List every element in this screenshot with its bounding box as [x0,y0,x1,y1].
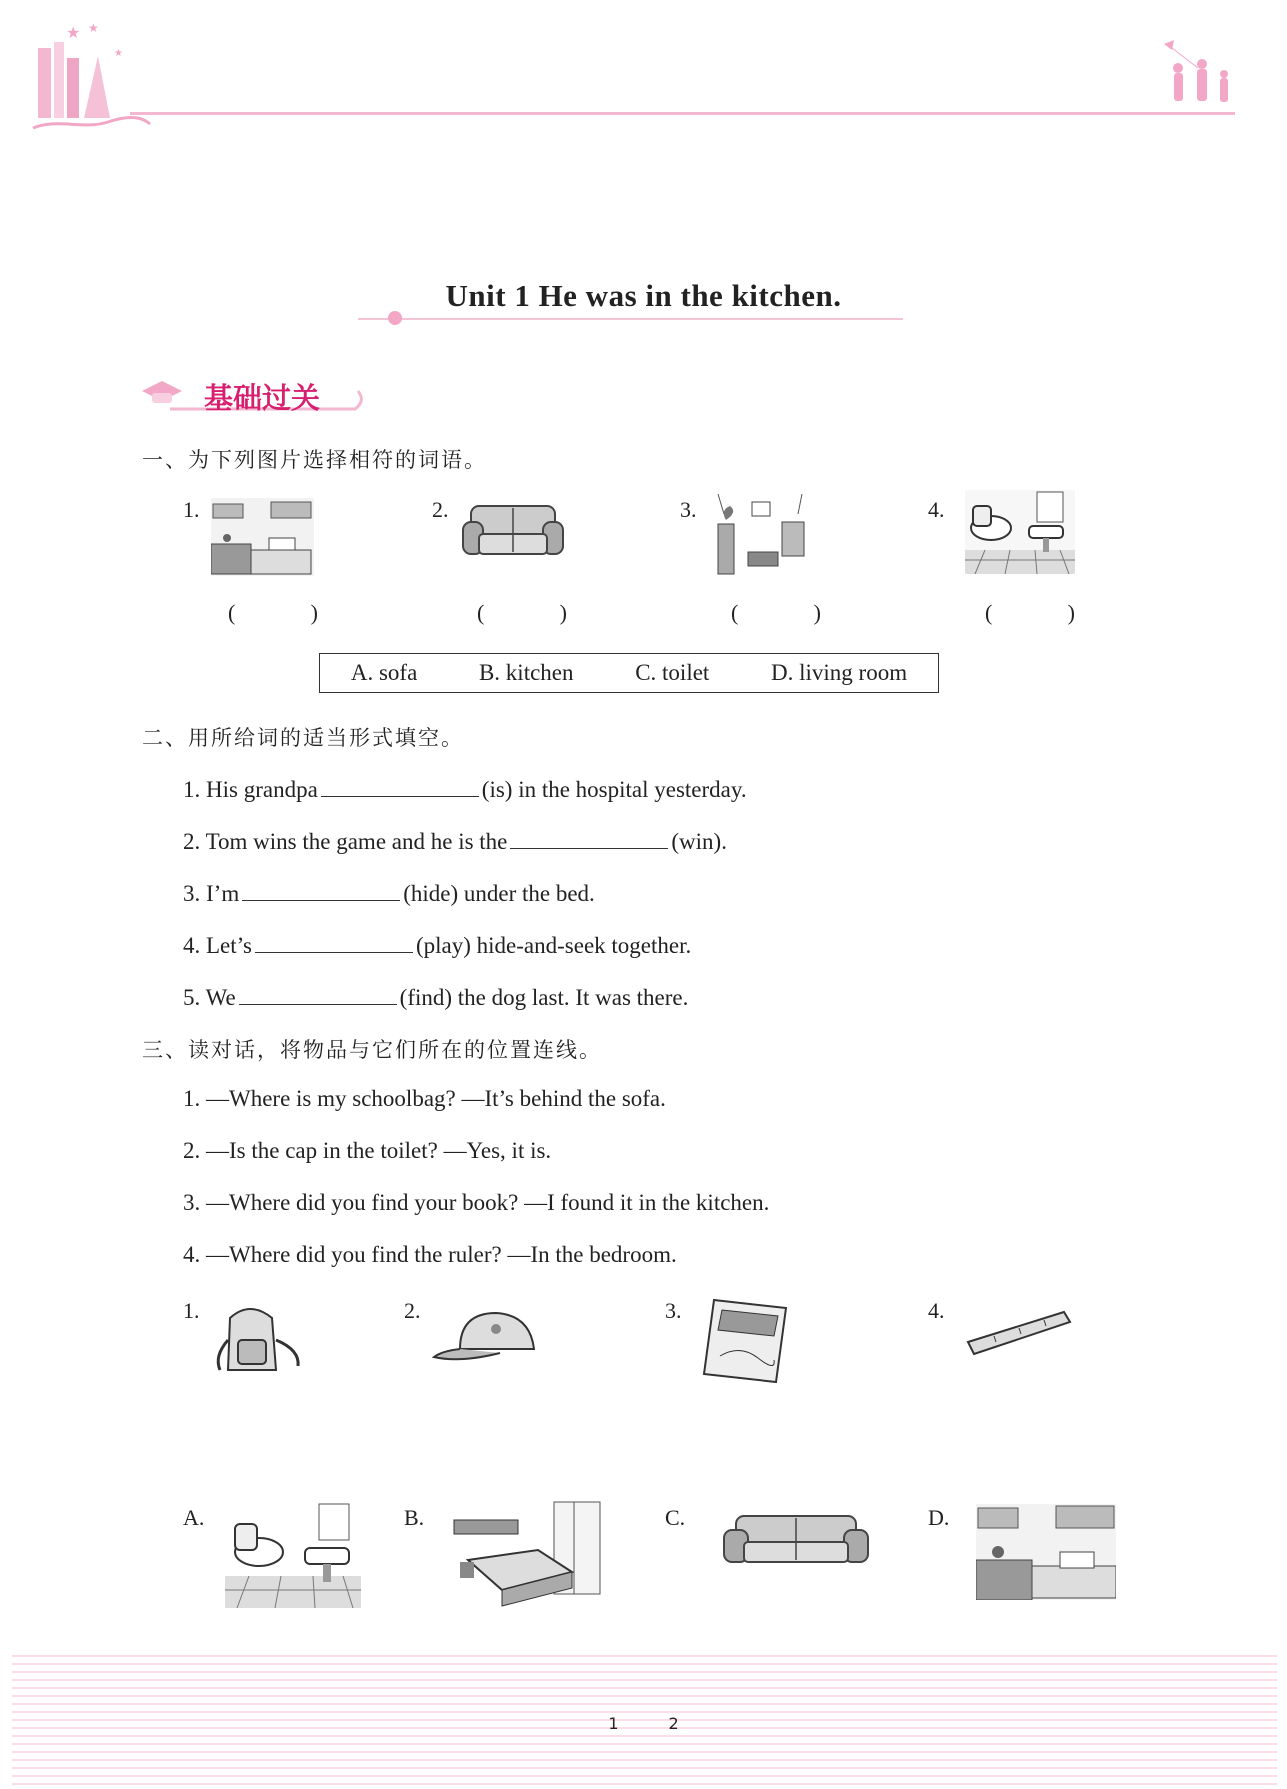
answer-parentheses[interactable]: ( ) [985,600,1075,625]
answer-parentheses[interactable]: ( ) [228,600,318,625]
options-box [319,653,939,693]
option-c: C. toilet [635,660,710,685]
book-picture-icon[interactable] [700,1296,794,1384]
toilet-picture-icon[interactable] [225,1500,361,1608]
option-a: A. sofa [350,660,418,685]
place-letter: D. [928,1505,950,1530]
fill-blank-item: 3. I’m (hide) under the bed. [183,878,595,907]
ruler-picture-icon[interactable] [964,1300,1074,1360]
object-number: 4. [928,1298,945,1323]
q1-heading: 一、为下列图片选择相符的词语。 [142,448,487,472]
title-underline [358,318,903,320]
object-number: 1. [183,1298,200,1323]
kitchen-picture-icon[interactable] [976,1504,1116,1600]
fill-blank-item: 5. We (find) the dog last. It was there. [183,982,688,1011]
fill-blank-item: 4. Let’s (play) hide-and-seek together. [183,930,691,959]
sofa-picture-icon[interactable] [722,1512,870,1572]
schoolbag-picture-icon[interactable] [210,1300,310,1378]
header-rule [130,112,1235,115]
page-numbers [0,1714,1287,1733]
option-b: B. kitchen [478,660,574,685]
object-number: 2. [404,1298,421,1323]
blank-field[interactable] [510,826,668,849]
q1-item-number: 1. [183,497,200,522]
fill-blank-item: 2. Tom wins the game and he is the (win). [183,826,727,855]
bedroom-picture-icon[interactable] [448,1500,604,1608]
kitchen-picture-icon [211,498,314,576]
q2-heading: 二、用所给词的适当形式填空。 [142,726,464,750]
place-letter: B. [404,1505,425,1530]
living-room-picture-icon [712,494,812,582]
svg-text:★: ★ [66,23,81,42]
q1-item-number: 3. [680,497,697,522]
children-kite-icon [1160,38,1240,116]
q1-item-number: 4. [928,497,945,522]
blank-field[interactable] [239,982,397,1005]
answer-parentheses[interactable]: ( ) [731,600,821,625]
q3-heading: 三、读对话，将物品与它们所在的位置连线。 [142,1038,602,1062]
page-number: 2 [668,1714,679,1733]
dialogue-line: 3. —Where did you find your book? —I found it in the kitchen. [183,1190,770,1215]
title-dot [388,311,402,325]
option-d: D. living room [771,660,908,685]
cap-picture-icon[interactable] [430,1305,542,1369]
place-letter: C. [665,1505,686,1530]
place-letter: A. [183,1505,205,1530]
sofa-picture-icon [461,500,565,565]
dialogue-line: 1. —Where is my schoolbag? —It’s behind the sofa. [183,1086,666,1111]
svg-text:★: ★ [88,21,99,35]
blank-field[interactable] [255,930,413,953]
answer-parentheses[interactable]: ( ) [477,600,567,625]
fill-blank-item: 1. His grandpa (is) in the hospital yesterday. [183,774,747,803]
blank-field[interactable] [242,878,400,901]
page-number: 1 [608,1714,619,1733]
dialogue-line: 4. —Where did you find the ruler? —In the bedroom. [183,1242,677,1267]
toilet-picture-icon [965,490,1075,574]
page-title: Unit 1 He was in the kitchen. [445,278,842,313]
dialogue-line: 2. —Is the cap in the toilet? —Yes, it is. [183,1138,552,1163]
section-label: 基础过关 [204,381,321,415]
svg-text:★: ★ [114,48,123,59]
object-number: 3. [665,1298,682,1323]
blank-field[interactable] [321,774,479,797]
books-logo-icon [28,18,153,133]
q1-item-number: 2. [432,497,449,522]
